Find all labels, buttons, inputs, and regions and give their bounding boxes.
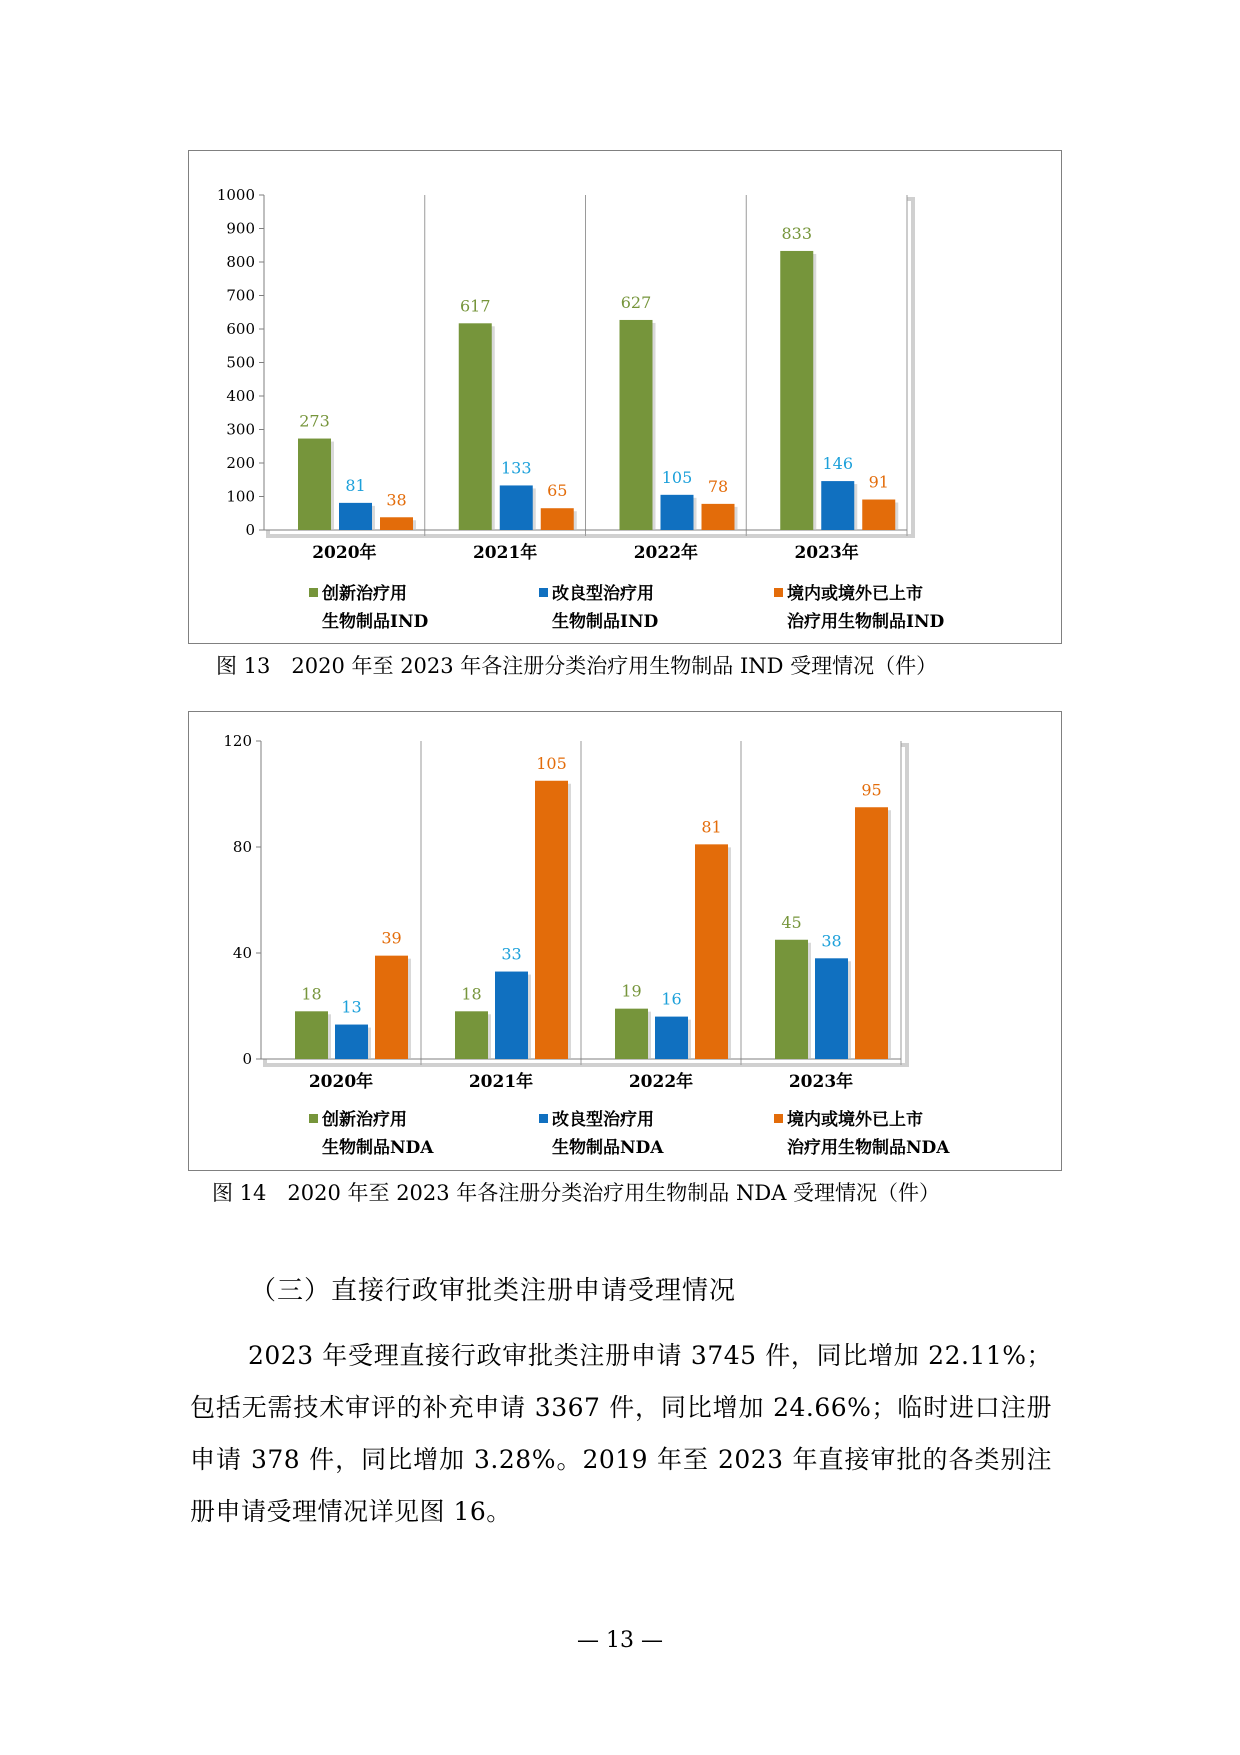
chart1-data-label: 38 xyxy=(386,490,407,510)
chart2-legend-label-line2: 生物制品NDA xyxy=(552,1138,664,1158)
chart1-legend-item xyxy=(309,580,428,636)
chart2-y-tick-label: 80 xyxy=(232,838,252,856)
chart2-bar xyxy=(375,956,408,1059)
chart1-y-tick-label: 800 xyxy=(226,253,255,271)
chart1-category-label: 2021年 xyxy=(472,543,538,563)
chart1-legend-swatch xyxy=(774,588,783,597)
chart2-bar xyxy=(655,1017,688,1059)
chart2-bar xyxy=(335,1025,368,1059)
chart2-bar xyxy=(535,781,568,1059)
chart1-data-label: 146 xyxy=(822,454,854,474)
chart1-legend-item xyxy=(774,580,944,636)
chart1-legend-label-line1: 创新治疗用 xyxy=(322,584,407,604)
chart1-legend-label-line2: 生物制品IND xyxy=(552,612,659,632)
chart2-legend-swatch xyxy=(309,1114,318,1123)
chart2-bar xyxy=(615,1009,648,1059)
chart1-data-label: 105 xyxy=(661,467,693,487)
chart1-data-label: 81 xyxy=(345,475,366,495)
chart1-legend-label-line1: 境内或境外已上市 xyxy=(787,584,923,604)
chart1-bar xyxy=(298,439,331,530)
chart1-data-label: 627 xyxy=(620,292,652,312)
chart2-bar xyxy=(295,1011,328,1059)
chart1-data-label: 65 xyxy=(547,481,568,501)
chart-ind-plot xyxy=(189,151,1061,643)
chart1-data-label: 78 xyxy=(707,476,729,496)
section-paragraph: 2023 年受理直接行政审批类注册申请 3745 件，同比增加 22.11%；包括无需技术审评的补充申请 3367 件，同比增加 24.66%；临时进口注册申请 378 件，同比增加 3.28%。2019 年至 2023 年直接审批的各类别注册申请受理情况详见图 16。 xyxy=(190,1341,1052,1526)
chart1-legend-swatch xyxy=(539,588,548,597)
chart2-data-label: 39 xyxy=(381,928,402,948)
chart1-category-label: 2023年 xyxy=(794,543,859,563)
chart2-y-tick-label: 0 xyxy=(242,1050,252,1068)
chart1-y-tick-label: 900 xyxy=(226,219,255,238)
page-number: — 13 — xyxy=(577,1628,663,1653)
chart2-legend-label-line1: 改良型治疗用 xyxy=(552,1110,654,1130)
chart2-legend-item xyxy=(539,1106,663,1162)
chart1-legend-label-line1: 改良型治疗用 xyxy=(552,584,654,604)
chart1-legend-label-line2: 生物制品IND xyxy=(322,612,429,632)
chart1-bar xyxy=(500,485,533,530)
chart2-bar xyxy=(695,844,728,1059)
chart1-bar xyxy=(380,517,413,530)
chart1-data-label: 91 xyxy=(868,472,889,492)
chart2-y-tick-label: 40 xyxy=(232,944,252,962)
chart2-data-label: 33 xyxy=(501,944,522,964)
chart1-bar xyxy=(459,323,492,530)
chart2-bar xyxy=(855,807,888,1059)
chart2-legend-label-line2: 治疗用生物制品NDA xyxy=(787,1138,950,1158)
chart1-y-tick-label: 600 xyxy=(226,320,255,338)
chart1-category-label: 2022年 xyxy=(633,543,699,563)
chart2-category-label: 2020年 xyxy=(308,1072,374,1092)
chart2-data-label: 105 xyxy=(536,753,567,773)
chart1-legend-item xyxy=(539,580,658,636)
section-heading: （三）直接行政审批类注册申请受理情况 xyxy=(250,1276,737,1306)
chart2-legend-label-line1: 创新治疗用 xyxy=(322,1110,407,1130)
chart1-bar xyxy=(661,495,694,530)
chart2-data-label: 13 xyxy=(341,997,362,1017)
chart-ind xyxy=(188,150,1062,644)
chart1-category-label: 2020年 xyxy=(312,543,377,563)
chart1-y-tick-label: 0 xyxy=(245,521,255,539)
chart1-data-label: 833 xyxy=(781,223,813,243)
chart2-data-label: 16 xyxy=(661,989,682,1009)
chart1-bar xyxy=(821,481,854,530)
chart1-bar xyxy=(541,508,574,530)
chart2-data-label: 95 xyxy=(861,780,882,800)
chart1-y-tick-label: 200 xyxy=(226,454,255,472)
chart2-legend-label-line2: 生物制品NDA xyxy=(322,1138,434,1158)
chart2-legend-swatch xyxy=(539,1114,548,1123)
chart1-y-tick-label: 300 xyxy=(226,420,255,439)
chart1-y-tick-label: 500 xyxy=(226,353,255,372)
chart2-legend-item xyxy=(309,1106,433,1162)
chart1-legend-swatch xyxy=(309,588,318,597)
chart1-y-tick-label: 700 xyxy=(226,286,255,305)
chart-ind-caption: 图 13 2020 年至 2023 年各注册分类治疗用生物制品 IND 受理情况（件） xyxy=(216,654,938,678)
chart2-data-label: 18 xyxy=(301,984,322,1004)
chart2-data-label: 19 xyxy=(621,981,642,1001)
chart1-data-label: 617 xyxy=(459,296,491,316)
chart2-legend-item xyxy=(774,1106,949,1162)
chart2-category-label: 2022年 xyxy=(628,1072,694,1092)
chart2-bar xyxy=(495,972,528,1059)
chart2-legend-swatch xyxy=(774,1114,783,1123)
chart1-bar xyxy=(702,504,735,530)
chart1-bar xyxy=(780,251,813,530)
chart2-y-tick-label: 120 xyxy=(223,732,252,750)
chart2-data-label: 45 xyxy=(781,912,802,932)
chart-nda-caption: 图 14 2020 年至 2023 年各注册分类治疗用生物制品 NDA 受理情况（件） xyxy=(212,1181,941,1205)
chart1-bar xyxy=(339,503,372,530)
chart1-y-tick-label: 100 xyxy=(226,487,255,506)
chart-nda xyxy=(188,711,1062,1171)
chart2-data-label: 81 xyxy=(701,817,722,837)
chart2-bar xyxy=(775,940,808,1059)
chart1-data-label: 133 xyxy=(500,458,532,478)
chart1-data-label: 273 xyxy=(299,411,330,431)
chart2-category-label: 2023年 xyxy=(788,1072,854,1092)
chart2-category-label: 2021年 xyxy=(468,1072,534,1092)
chart-nda-plot xyxy=(189,712,1061,1170)
chart1-legend-label-line2: 治疗用生物制品IND xyxy=(787,612,945,632)
chart1-bar xyxy=(862,500,895,530)
chart1-bar xyxy=(620,320,653,530)
chart2-data-label: 38 xyxy=(821,931,842,951)
chart2-bar xyxy=(455,1011,488,1059)
chart2-data-label: 18 xyxy=(461,984,482,1004)
chart2-bar xyxy=(815,958,848,1059)
chart1-y-tick-label: 1000 xyxy=(216,186,255,204)
chart1-y-tick-label: 400 xyxy=(226,387,255,405)
chart2-legend-label-line1: 境内或境外已上市 xyxy=(787,1110,923,1130)
